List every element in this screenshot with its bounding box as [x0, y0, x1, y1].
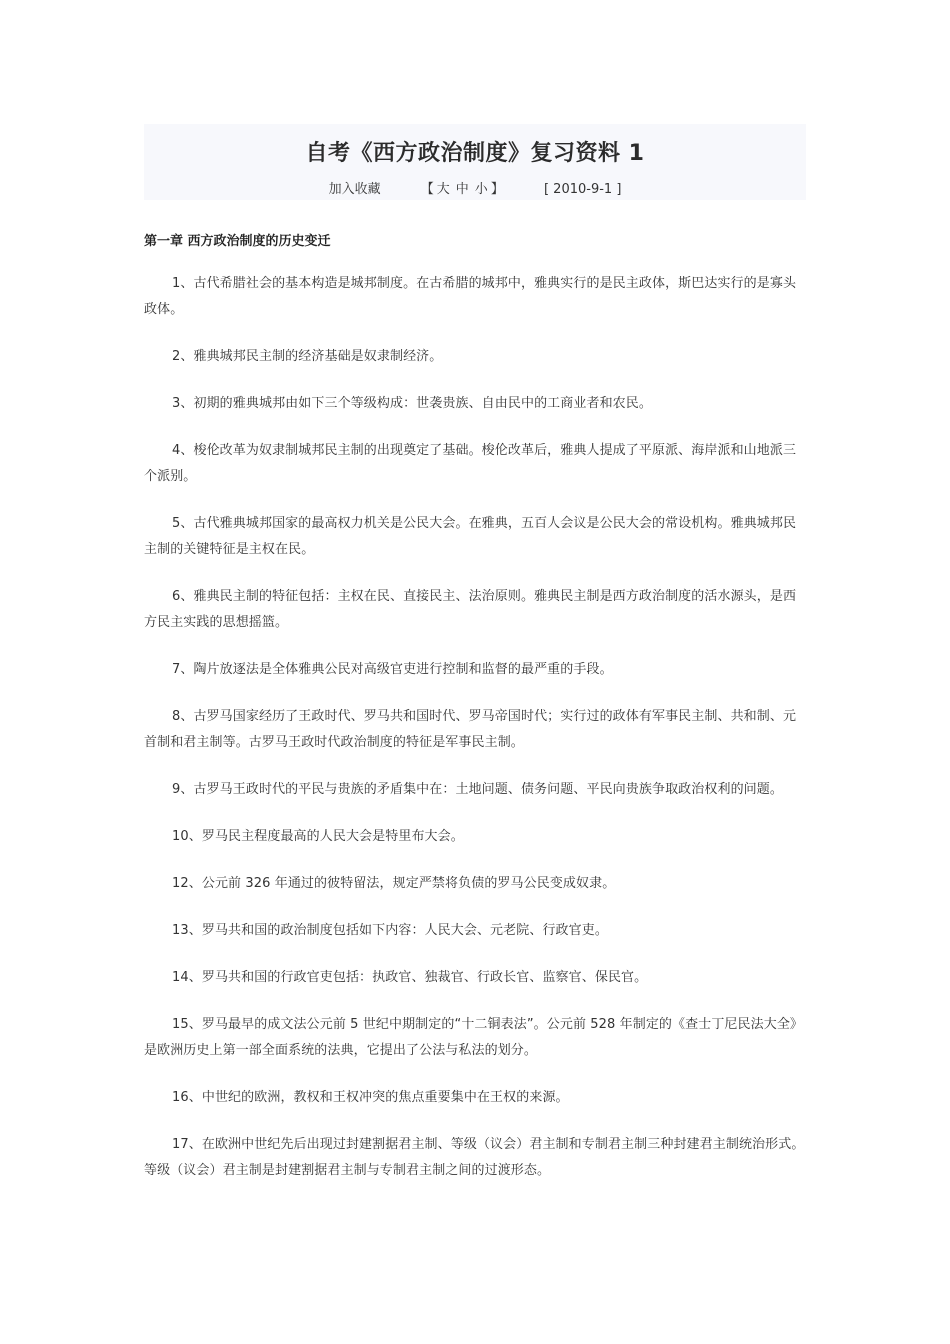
font-size-medium-link[interactable]: 中	[455, 182, 469, 197]
size-close-bracket: 】	[490, 182, 504, 197]
review-item: 5、古代雅典城邦国家的最高权力机关是公民大会。在雅典，五百人会议是公民大会的常设机构。雅典城邦民主制的关键特征是主权在民。	[144, 516, 797, 557]
font-size-selector	[421, 178, 504, 197]
document-page	[144, 124, 806, 1205]
font-size-large-link[interactable]: 大	[436, 182, 450, 197]
review-item: 2、雅典城邦民主制的经济基础是奴隶制经济。	[172, 349, 443, 364]
review-item: 1、古代希腊社会的基本构造是城邦制度。在古希腊的城邦中，雅典实行的是民主政体，斯巴达实行的是寡头政体。	[144, 276, 797, 317]
add-favorite-link[interactable]: 加入收藏	[328, 182, 381, 197]
publish-date: [ 2010-9-1 ]	[543, 182, 622, 197]
review-item: 10、罗马民主程度最高的人民大会是特里布大会。	[172, 829, 464, 844]
page-title: 自考《西方政治制度》复习资料 1	[305, 141, 645, 166]
chapter-heading: 第一章 西方政治制度的历史变迁	[144, 234, 331, 249]
review-item: 4、梭伦改革为奴隶制城邦民主制的出现奠定了基础。梭伦改革后，雅典人提成了平原派、海岸派和山地派三个派别。	[144, 443, 797, 484]
review-item: 14、罗马共和国的行政官吏包括：执政官、独裁官、行政长官、监察官、保民官。	[172, 970, 648, 985]
review-item: 12、公元前 326 年通过的彼特留法，规定严禁将负债的罗马公民变成奴隶。	[172, 876, 616, 891]
review-item: 15、罗马最早的成文法公元前 5 世纪中期制定的“十二铜表法”。公元前 528 年制定的《查士丁尼民法大全》是欧洲历史上第一部全面系统的法典，它提出了公法与私法的划分。	[144, 1017, 804, 1058]
review-item: 3、初期的雅典城邦由如下三个等级构成：世袭贵族、自由民中的工商业者和农民。	[172, 396, 652, 411]
review-item: 13、罗马共和国的政治制度包括如下内容：人民大会、元老院、行政官吏。	[172, 923, 608, 938]
review-item: 16、中世纪的欧洲，教权和王权冲突的焦点重要集中在王权的来源。	[172, 1090, 569, 1105]
review-items	[144, 271, 806, 1184]
review-item: 7、陶片放逐法是全体雅典公民对高级官吏进行控制和监督的最严重的手段。	[172, 662, 613, 677]
size-open-bracket: 【	[420, 182, 434, 197]
review-item: 6、雅典民主制的特征包括：主权在民、直接民主、法治原则。雅典民主制是西方政治制度的活水源头，是西方民主实践的思想摇篮。	[144, 589, 797, 630]
font-size-small-link[interactable]: 小	[474, 182, 488, 197]
review-item: 17、在欧洲中世纪先后出现过封建割据君主制、等级（议会）君主制和专制君主制三种封建君主制统治形式。等级（议会）君主制是封建割据君主制与专制君主制之间的过渡形态。	[144, 1137, 805, 1178]
review-item: 8、古罗马国家经历了王政时代、罗马共和国时代、罗马帝国时代；实行过的政体有军事民主制、共和制、元首制和君主制等。古罗马王政时代政治制度的特征是军事民主制。	[144, 709, 797, 750]
article-meta	[144, 178, 806, 197]
review-item: 9、古罗马王政时代的平民与贵族的矛盾集中在：土地问题、债务问题、平民向贵族争取政治权利的问题。	[172, 782, 783, 797]
article-header	[144, 124, 806, 200]
